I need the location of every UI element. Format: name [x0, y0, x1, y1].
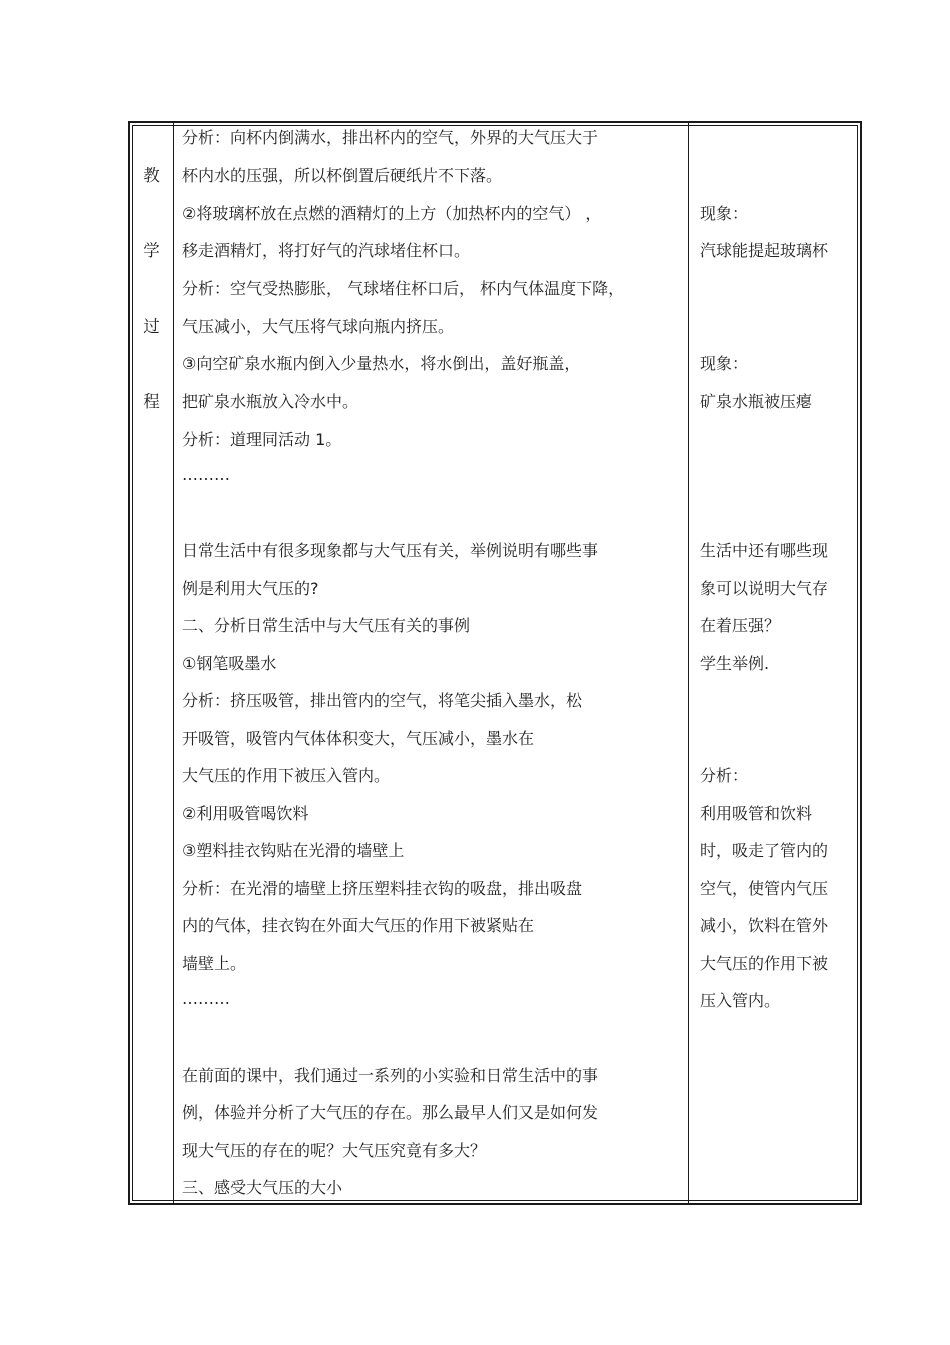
content-line: ②将玻璃杯放在点燃的酒精灯的上方（加热杯内的空气） ， — [182, 204, 602, 223]
note-line: 时，吸走了管内的 — [700, 841, 829, 860]
note-line: 矿泉水瓶被压瘪 — [700, 392, 813, 411]
content-line: 例是利用大气压的? — [182, 579, 319, 598]
content-line: 现大气压的存在的呢？大气压究竟有多大？ — [182, 1141, 487, 1160]
note-line: 利用吸管和饮料 — [700, 804, 813, 823]
note-line: 分析： — [700, 766, 749, 785]
note-line: 压入管内。 — [700, 991, 781, 1010]
note-line: 现象： — [700, 204, 749, 223]
note-line: 现象： — [700, 354, 749, 373]
content-line: 开吸管，吸管内气体体积变大，气压减小，墨水在 — [182, 729, 535, 748]
content-line: 杯内水的压强，所以杯倒置后硬纸片不下落。 — [182, 166, 503, 185]
content-line: 墙壁上。 — [182, 954, 247, 973]
content-line: 内的气体，挂衣钩在外面大气压的作用下被紧贴在 — [182, 916, 535, 935]
note-line: 大气压的作用下被 — [700, 954, 829, 973]
content-line: ②利用吸管喝饮料 — [182, 804, 309, 823]
content-line: 气压减小，大气压将气球向瓶内挤压。 — [182, 317, 455, 336]
content-line: 移走酒精灯，将打好气的汽球堵住杯口。 — [182, 241, 471, 260]
note-line: 空气，使管内气压 — [700, 879, 829, 898]
side-label-char: 学 — [143, 241, 160, 260]
section-heading: 二、分析日常生活中与大气压有关的事例 — [182, 616, 471, 635]
content-line: 分析：向杯内倒满水，排出杯内的空气，外界的大气压大于 — [182, 128, 599, 147]
column-divider-left — [173, 123, 174, 1203]
section-heading: 三、感受大气压的大小 — [182, 1178, 343, 1197]
column-divider-right — [688, 123, 689, 1203]
content-line: 分析：空气受热膨胀， 气球堵住杯口后， 杯内气体温度下降， — [182, 279, 625, 298]
note-line: 汽球能提起玻璃杯 — [700, 241, 829, 260]
side-label-char: 程 — [143, 392, 160, 411]
content-line: 分析：挤压吸管，排出管内的空气，将笔尖插入墨水，松 — [182, 691, 583, 710]
lesson-table — [128, 121, 862, 1205]
content-line: 分析：在光滑的墙壁上挤压塑料挂衣钩的吸盘，排出吸盘 — [182, 879, 583, 898]
side-label-char: 过 — [143, 317, 160, 336]
content-line: ①钢笔吸墨水 — [182, 654, 277, 673]
content-line: ③塑料挂衣钩贴在光滑的墙壁上 — [182, 841, 405, 860]
note-line: 象可以说明大气存 — [700, 579, 829, 598]
content-line: 把矿泉水瓶放入冷水中。 — [182, 392, 359, 411]
ellipsis-line: ……… — [182, 989, 230, 1008]
content-line: 分析：道理同活动 1。 — [182, 430, 342, 449]
note-line: 学生举例. — [700, 654, 770, 673]
content-line: 在前面的课中，我们通过一系列的小实验和日常生活中的事 — [182, 1066, 599, 1085]
content-line: 日常生活中有很多现象都与大气压有关，举例说明有哪些事 — [182, 541, 599, 560]
side-label-char: 教 — [143, 166, 160, 185]
ellipsis-line: ……… — [182, 465, 230, 484]
note-line: 减小，饮料在管外 — [700, 916, 829, 935]
content-line: 大气压的作用下被压入管内。 — [182, 766, 391, 785]
note-line: 生活中还有哪些现 — [700, 541, 829, 560]
note-line: 在着压强？ — [700, 616, 781, 635]
content-line: 例，体验并分析了大气压的存在。那么最早人们又是如何发 — [182, 1103, 599, 1122]
content-line: ③向空矿泉水瓶内倒入少量热水，将水倒出，盖好瓶盖， — [182, 354, 581, 373]
